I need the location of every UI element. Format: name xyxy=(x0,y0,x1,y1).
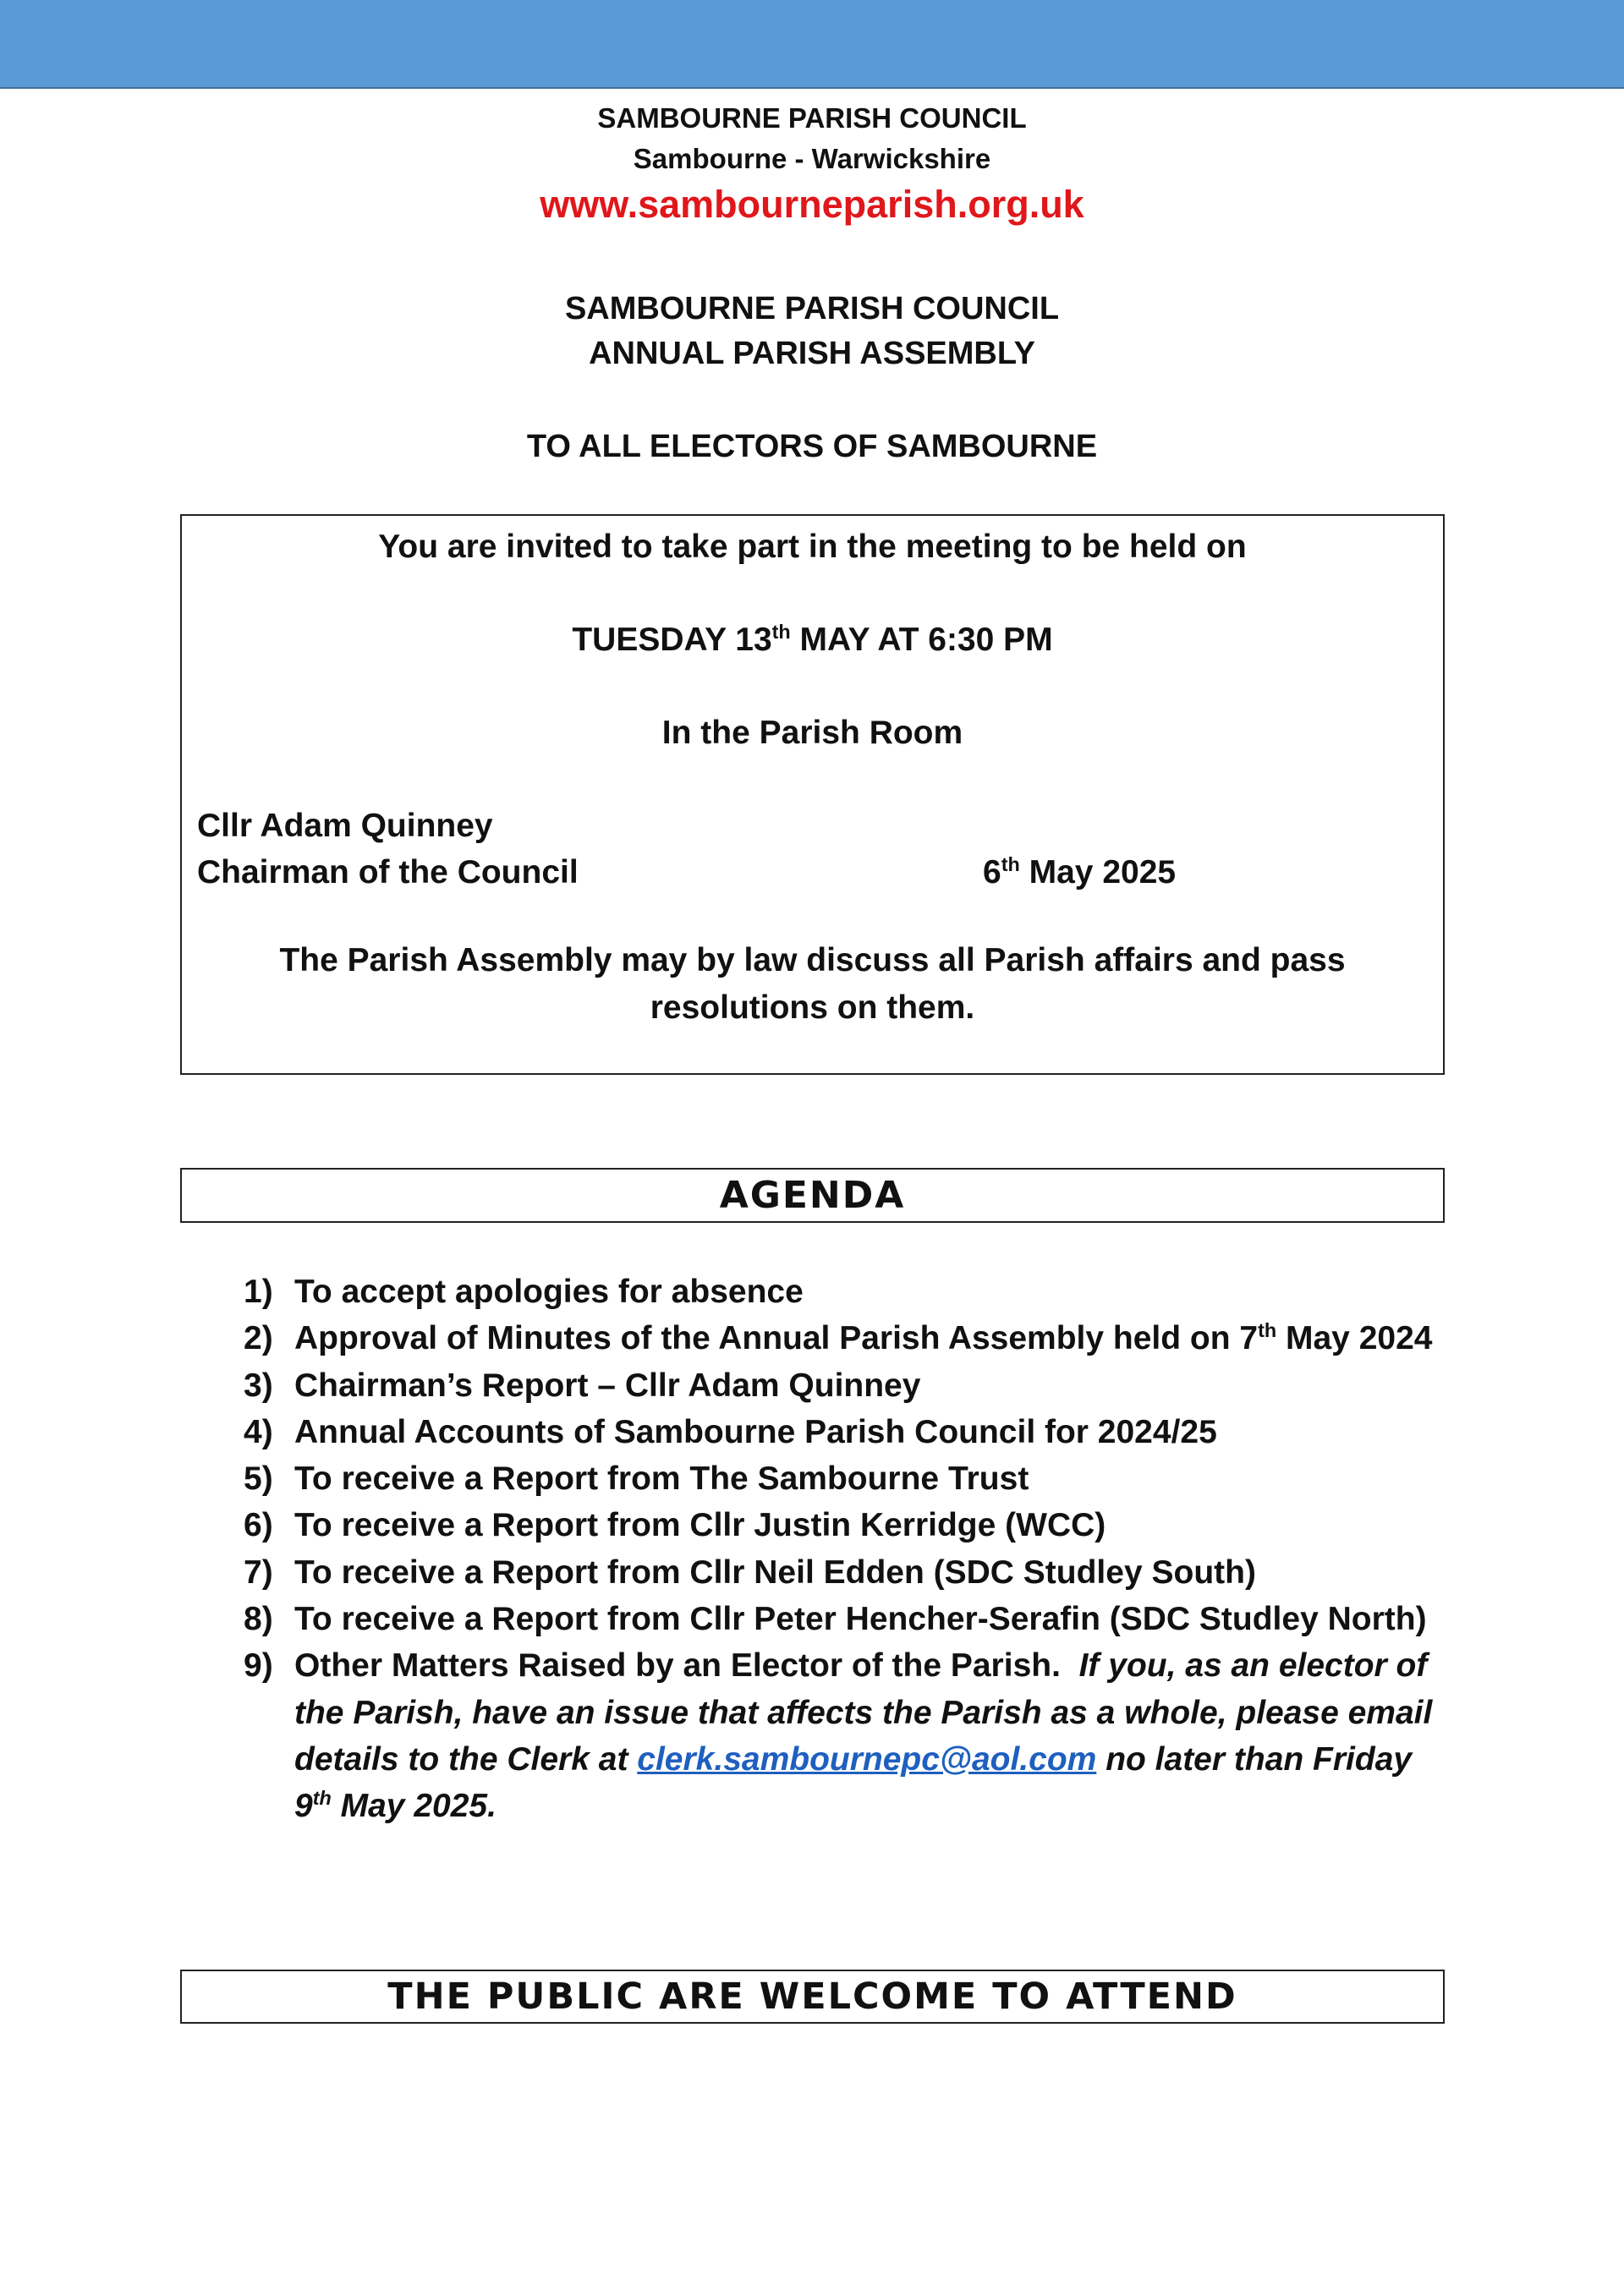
meeting-date-rest: MAY AT 6:30 PM xyxy=(790,622,1053,658)
agenda-item-sup: th xyxy=(1258,1319,1277,1342)
agenda-item xyxy=(244,1315,1445,1362)
public-welcome-box xyxy=(180,1970,1445,2024)
org-location: Sambourne - Warwickshire xyxy=(633,143,991,174)
agenda-item xyxy=(244,1596,1445,1642)
agenda-item xyxy=(244,1549,1445,1596)
signed-day: 6 xyxy=(983,854,1001,890)
electors-heading: TO ALL ELECTORS OF SAMBOURNE xyxy=(526,429,1098,464)
agenda-item-number: 5) xyxy=(244,1460,273,1498)
agenda-item-number: 4) xyxy=(244,1413,273,1450)
signed-day-suffix: th xyxy=(1001,853,1020,875)
council-title: SAMBOURNE PARISH COUNCIL xyxy=(564,291,1060,326)
agenda-item xyxy=(244,1362,1445,1409)
agenda-item xyxy=(244,1455,1445,1502)
agenda-item-text: Chairman’s Report – Cllr Adam Quinney xyxy=(294,1367,921,1404)
agenda-list xyxy=(244,1269,1445,1830)
agenda-item-text: Annual Accounts of Sambourne Parish Council for 2024/25 xyxy=(294,1413,1217,1450)
signatory-name: Cllr Adam Quinney xyxy=(197,808,493,844)
agenda-item-text: To accept apologies for absence xyxy=(294,1274,804,1310)
public-welcome-text: THE PUBLIC ARE WELCOME TO ATTEND xyxy=(387,1975,1237,2018)
meeting-date-suffix: th xyxy=(771,621,791,643)
meeting-date xyxy=(182,620,1443,660)
elector-instructions: If you, as an elector of the Parish, have an issue that affects the Parish as a whole, please email details to the Clerk at xyxy=(294,1647,1433,1778)
agenda-item-text: To receive a Report from The Sambourne Trust xyxy=(294,1460,1029,1498)
agenda-title: AGENDA xyxy=(719,1174,906,1217)
agenda-item xyxy=(244,1409,1445,1455)
agenda-item-text: To receive a Report from Cllr Peter Hencher-Serafin (SDC Studley North) xyxy=(294,1601,1427,1638)
agenda-item-number: 6) xyxy=(244,1507,273,1544)
agenda-item-text: To receive a Report from Cllr Neil Edden (SDC Studley South) xyxy=(294,1553,1256,1591)
assembly-title: ANNUAL PARISH ASSEMBLY xyxy=(589,336,1035,371)
signatory-role: Chairman of the Council xyxy=(197,854,579,890)
agenda-item-number: 9) xyxy=(244,1647,273,1685)
invitation-intro: You are invited to take part in the meeting to be held on xyxy=(378,529,1247,565)
agenda-item-text: Approval of Minutes of the Annual Parish Assembly held on 7 xyxy=(294,1320,1259,1357)
elector-deadline-sup: th xyxy=(312,1787,332,1810)
invitation-box xyxy=(180,514,1445,1075)
agenda-item-number: 2) xyxy=(244,1320,273,1357)
agenda-item xyxy=(244,1269,1445,1315)
agenda-item-number: 1) xyxy=(244,1274,273,1310)
agenda-item xyxy=(244,1502,1445,1548)
law-note: The Parish Assembly may by law discuss all Parish affairs and pass resolutions on them. xyxy=(279,942,1346,1026)
meeting-venue: In the Parish Room xyxy=(661,715,963,751)
agenda-item xyxy=(244,1642,1445,1829)
agenda-item-number: 7) xyxy=(244,1553,273,1591)
signed-date-rest: May 2025 xyxy=(1019,854,1177,890)
agenda-item-text: Other Matters Raised by an Elector of the Parish. xyxy=(294,1647,1061,1685)
agenda-item-text-end: May 2024 xyxy=(1276,1320,1433,1357)
clerk-email-link[interactable]: clerk.sambournepc@aol.com xyxy=(637,1740,1097,1778)
org-name: SAMBOURNE PARISH COUNCIL xyxy=(597,102,1027,134)
elector-deadline: no later than Friday 9 xyxy=(294,1740,1413,1825)
signed-date xyxy=(983,852,1176,893)
elector-deadline-end: May 2025. xyxy=(331,1788,497,1825)
website-link[interactable]: www.sambourneparish.org.uk xyxy=(540,183,1084,226)
agenda-item-number: 8) xyxy=(244,1601,273,1638)
meeting-date-prefix: TUESDAY 13 xyxy=(572,622,772,658)
agenda-heading-box xyxy=(180,1168,1445,1223)
agenda-item-text: To receive a Report from Cllr Justin Kerridge (WCC) xyxy=(294,1507,1106,1544)
agenda-item-number: 3) xyxy=(244,1367,273,1404)
top-accent-bar xyxy=(0,0,1624,89)
